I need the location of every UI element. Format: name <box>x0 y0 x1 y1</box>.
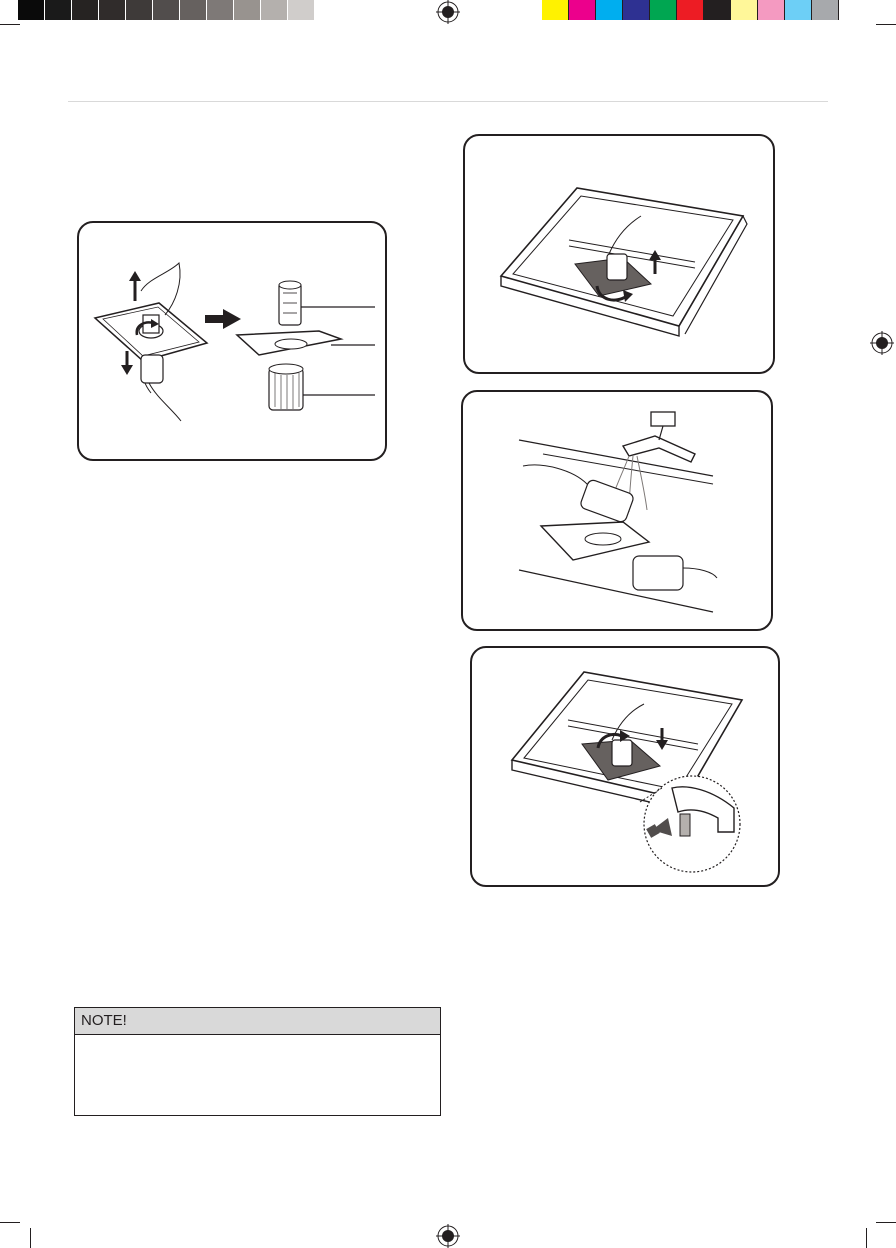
arrow-down-icon <box>121 351 133 375</box>
color-swatch <box>569 0 596 20</box>
color-swatch <box>704 0 731 20</box>
color-swatch <box>812 0 839 20</box>
color-swatch <box>234 0 261 20</box>
crop-mark <box>866 1228 867 1248</box>
arrow-up-icon <box>129 271 141 301</box>
remove-filter-from-tub-illustration <box>463 134 775 374</box>
header-rule <box>68 101 828 102</box>
note-label: NOTE! <box>75 1008 440 1035</box>
color-swatch <box>153 0 180 20</box>
filter-disassembly-illustration <box>77 221 387 461</box>
color-swatch <box>758 0 785 20</box>
color-swatch <box>677 0 704 20</box>
color-swatch <box>180 0 207 20</box>
color-swatch <box>623 0 650 20</box>
crop-mark <box>876 1222 896 1223</box>
crop-mark <box>0 24 20 25</box>
color-swatch <box>315 0 342 20</box>
color-swatch <box>542 0 569 20</box>
color-swatch <box>45 0 72 20</box>
registration-target-icon <box>870 331 894 355</box>
color-swatch <box>261 0 288 20</box>
registration-target-icon <box>436 1224 460 1248</box>
crop-mark <box>30 1228 31 1248</box>
color-swatch <box>785 0 812 20</box>
color-swatch <box>18 0 45 20</box>
grayscale-color-bar <box>18 0 342 20</box>
note-box <box>74 1007 441 1116</box>
registration-target-icon <box>436 0 460 24</box>
crop-mark <box>876 24 896 25</box>
reinstall-filter-illustration <box>470 646 780 887</box>
color-swatch <box>126 0 153 20</box>
color-swatch <box>72 0 99 20</box>
color-swatch <box>650 0 677 20</box>
process-color-bar <box>542 0 839 20</box>
crop-mark <box>0 1222 20 1223</box>
color-swatch <box>731 0 758 20</box>
color-swatch <box>207 0 234 20</box>
arrow-right-icon <box>205 309 241 329</box>
color-swatch <box>288 0 315 20</box>
rinse-filter-under-tap-illustration <box>461 390 773 631</box>
color-swatch <box>596 0 623 20</box>
color-swatch <box>99 0 126 20</box>
